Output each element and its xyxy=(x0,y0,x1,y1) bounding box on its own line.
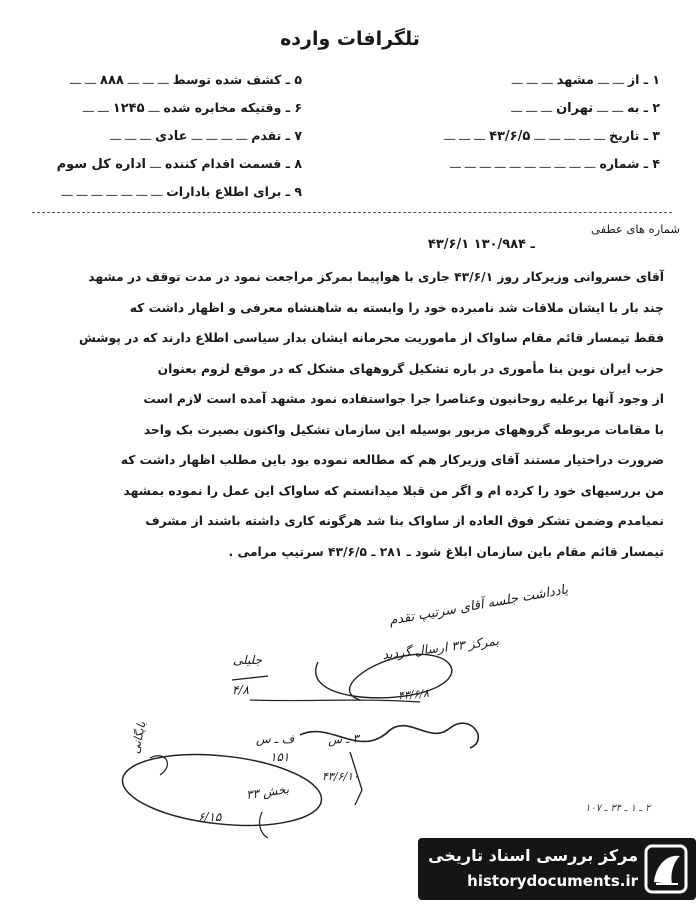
body-line: حزب ایران نوین بنا مأموری در باره تشکیل گروههای مشکل که در موقع لزوم بعنوان xyxy=(157,361,664,376)
header-sent-time-value: ۱۲۴۵ xyxy=(112,101,145,116)
signature-underline xyxy=(250,700,420,702)
bracket-mark xyxy=(260,812,268,838)
body-line: چند بار با ایشان ملاقات شد نامبرده خود را وابسته به شاهنشاه معرفی و اظهار داشت که xyxy=(129,300,664,315)
reference-number: ۴۳/۶/۱ ـ ۱۳۰/۹۸۴ xyxy=(427,237,535,252)
handwritten-note-sent: بمرکز ۳۳ ارسال گردید xyxy=(381,632,500,663)
fraction-bar xyxy=(232,676,268,680)
telegram-body xyxy=(24,262,664,567)
body-line: از وجود آنها برعلیه روحانیون وعناصرا جرا جواستفاده نمود مشهد آمده است لازم است xyxy=(143,392,664,406)
header-to-value: تهران xyxy=(556,101,594,116)
header-from-value: مشهد xyxy=(556,73,594,88)
header-number: ۴ ـ شماره ـــ ـــ ـــ ـــ ـــ ـــ ـــ ـــ ـــ ـــ xyxy=(449,156,660,171)
handwritten-archive: بایگانی xyxy=(128,720,149,755)
handwritten-section: بخش ۳۳ xyxy=(245,782,290,802)
handwritten-note-meeting: یادداشت جلسه آقای سرتیپ تقدم xyxy=(388,582,570,629)
signature-scrawl xyxy=(300,723,478,748)
header-from: ۱ ـ از ـــ ـــ مشهد ـــ ـــ ـــ xyxy=(511,72,660,88)
body-line: نمیامدم وضمن تشکر فوق العاده از ساواک بنا شد هرگونه کاری داشته باشند از مشرف xyxy=(145,514,664,528)
header-decoded-by-value: ۸۸۸ xyxy=(100,73,124,88)
header-date: ۳ ـ تاریخ ـــ ـــ ـــ ـــ ـــ ۴۳/۶/۵ ـــ ـــ ـــ xyxy=(444,128,660,144)
handwritten-code-2: ف ـ س xyxy=(256,732,295,746)
body-line: من بررسیهای خود را کرده ام و اگر من قبلا میدانستم که ساواک این عمل را نموده بمشهد xyxy=(123,483,664,498)
file-reference-label: شماره های عطفی xyxy=(591,222,680,236)
header-sent-time: ۶ ـ وقتیکه مخابره شده ـــ ۱۲۴۵ ـــ ـــ xyxy=(82,100,302,116)
handwritten-name: جلیلی xyxy=(233,653,262,667)
header-decoded-by: ۵ ـ کشف شده توسط ـــ ـــ ـــ ۸۸۸ ـــ ـــ xyxy=(70,72,302,88)
header-separator xyxy=(32,212,672,213)
handwritten-number: ۱۵۱ xyxy=(270,750,290,764)
header-action-section: ۸ ـ قسمت اقدام کننده ـــ اداره کل سوم xyxy=(56,156,302,172)
handwritten-fraction: ۴/۸ xyxy=(232,683,249,697)
circled-annotation xyxy=(119,746,325,835)
stroke-mark xyxy=(150,756,167,775)
handwritten-date-2: ۴۳/۶/۱۰ xyxy=(322,770,359,783)
body-line: با مقامات مربوطه گروههای مزبور بوسیله این سازمان تشکیل واکنون بصیرت بک واحد xyxy=(143,422,664,437)
body-line: فقط تیمسار قائم مقام ساواک از ماموریت محرمانه ایشان بدار سیاسی اطلاع دارند که در پوشش xyxy=(79,331,664,345)
archive-logo-icon xyxy=(644,844,688,894)
body-line: تیمسار قائم مقام باین سازمان ابلاغ شود ـ ۲۸۱ ـ ۴۳/۶/۵ سرتیپ مرامی . xyxy=(228,544,664,559)
header-date-value: ۴۳/۶/۵ xyxy=(489,129,531,144)
header-priority-value: عادی xyxy=(155,129,188,144)
handwritten-file-code: ۲ ـ ۱ ـ ۳۴ ـ ۱۰۷ xyxy=(585,803,651,814)
handwritten-code: ۳ ـ س xyxy=(327,731,360,747)
watermark-url: historydocuments.ir xyxy=(467,872,638,890)
body-line: ضرورت دراختیار مستند آقای وزیرکار هم که مطالعه نموده بود باین مطلب اظهار داشت که xyxy=(120,453,664,467)
watermark-persian-text: مرکز بررسی اسناد تاریخی xyxy=(428,846,638,865)
watermark-banner xyxy=(418,838,696,900)
header-to: ۲ ـ به ـــ ـــ تهران ـــ ـــ ـــ xyxy=(511,100,660,116)
body-line: آقای خسروانی وزیرکار روز ۴۳/۶/۱ جاری با هواپیما بمرکز مراجعت نمود در مدت توقف در مشهد xyxy=(88,270,664,284)
document-title: تلگرافات وارده xyxy=(280,28,420,50)
header-for-info: ۹ ـ برای اطلاع بادارات ـــ ـــ ـــ ـــ ـــ ـــ ـــ xyxy=(61,184,302,199)
header-action-section-value: اداره کل سوم xyxy=(56,157,146,172)
handwritten-fraction-2: ۶/۱۵ xyxy=(198,810,222,824)
handwritten-date: ۴۳/۶/۸ xyxy=(397,686,430,703)
header-priority: ۷ ـ تقدم ـــ ـــ ـــ ـــ عادی ـــ ـــ ـــ xyxy=(110,128,302,144)
